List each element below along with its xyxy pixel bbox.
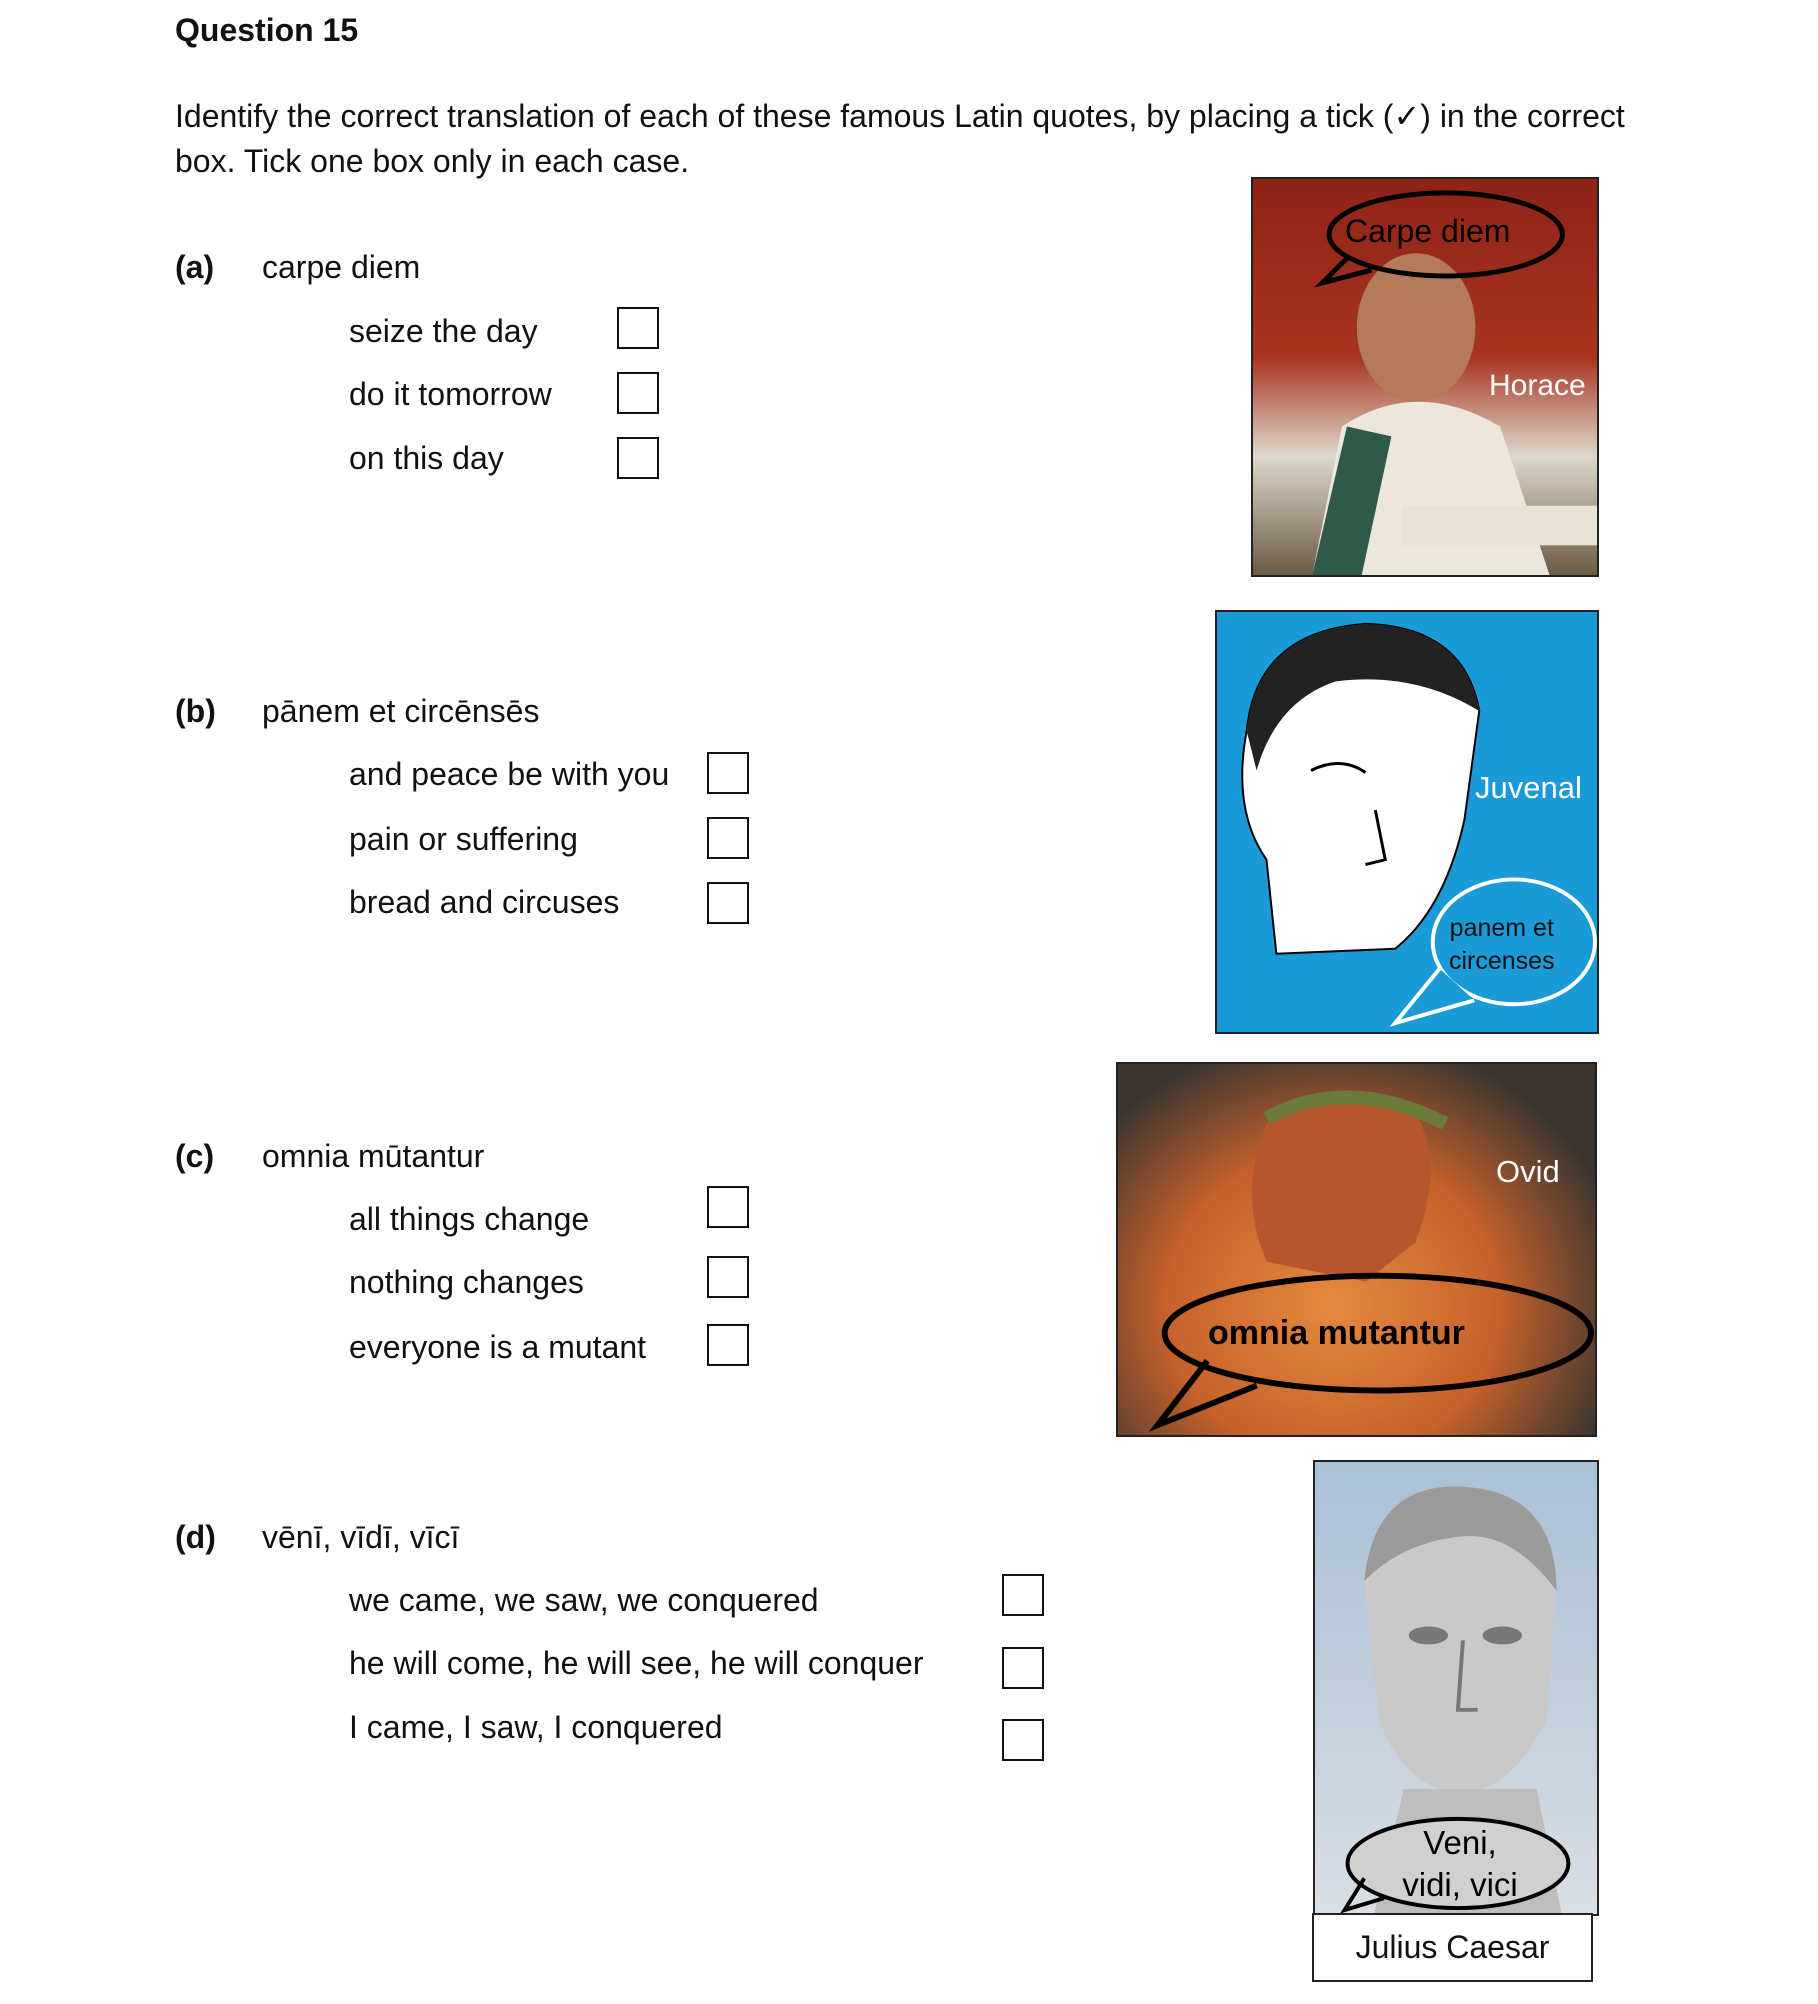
caesar-caption: Julius Caesar xyxy=(1312,1913,1593,1982)
question-title: Question 15 xyxy=(175,12,359,48)
instructions: Identify the correct translation of each of these famous Latin quotes, by placing a tick (✓) in the correct box. Tick one box only in each case. xyxy=(175,98,1625,179)
part-d-label: (d) xyxy=(175,1519,216,1555)
part-b-label: (b) xyxy=(175,693,216,729)
checkbox-c3[interactable] xyxy=(707,1324,749,1366)
part-c-latin: omnia mūtantur xyxy=(262,1138,485,1174)
horace-image xyxy=(1251,177,1599,577)
part-a-latin: carpe diem xyxy=(262,249,421,285)
ovid-caption: Ovid xyxy=(1496,1154,1560,1189)
option-b2: pain or suffering xyxy=(349,821,578,857)
horace-speech: Carpe diem xyxy=(1345,213,1511,249)
checkbox-d2[interactable] xyxy=(1002,1647,1044,1689)
juvenal-speech-line1: panem et xyxy=(1449,914,1554,942)
option-d2: he will come, he will see, he will conquer xyxy=(349,1645,924,1681)
checkbox-a3[interactable] xyxy=(617,437,659,479)
ovid-speech: omnia mutantur xyxy=(1208,1314,1465,1352)
option-d1: we came, we saw, we conquered xyxy=(349,1582,819,1618)
caesar-speech-line2: vidi, vici xyxy=(1402,1866,1518,1903)
juvenal-image xyxy=(1215,610,1599,1034)
checkbox-d1[interactable] xyxy=(1002,1574,1044,1616)
option-b3: bread and circuses xyxy=(349,884,620,920)
option-a3: on this day xyxy=(349,440,504,476)
checkbox-a1[interactable] xyxy=(617,307,659,349)
caesar-speech-line1: Veni, xyxy=(1423,1824,1497,1861)
checkbox-b3[interactable] xyxy=(707,882,749,924)
part-d-latin: vēnī, vīdī, vīcī xyxy=(262,1519,460,1555)
part-c-label: (c) xyxy=(175,1138,215,1174)
option-c2: nothing changes xyxy=(349,1264,584,1300)
horace-caption: Horace xyxy=(1489,369,1586,402)
checkbox-d3[interactable] xyxy=(1002,1719,1044,1761)
juvenal-speech-line2: circenses xyxy=(1449,947,1555,975)
checkbox-a2[interactable] xyxy=(617,372,659,414)
option-b1: and peace be with you xyxy=(349,756,670,792)
part-b-latin: pānem et circēnsēs xyxy=(262,693,540,729)
checkbox-b1[interactable] xyxy=(707,752,749,794)
juvenal-caption: Juvenal xyxy=(1475,770,1582,805)
option-a2: do it tomorrow xyxy=(349,376,552,412)
option-c3: everyone is a mutant xyxy=(349,1329,647,1365)
option-a1: seize the day xyxy=(349,313,538,349)
checkbox-b2[interactable] xyxy=(707,817,749,859)
checkbox-c1[interactable] xyxy=(707,1186,749,1228)
ovid-image xyxy=(1116,1062,1597,1437)
checkbox-c2[interactable] xyxy=(707,1256,749,1298)
option-c1: all things change xyxy=(349,1201,590,1237)
caesar-image xyxy=(1313,1460,1599,1916)
option-d3: I came, I saw, I conquered xyxy=(349,1709,723,1745)
part-a-label: (a) xyxy=(175,249,215,285)
